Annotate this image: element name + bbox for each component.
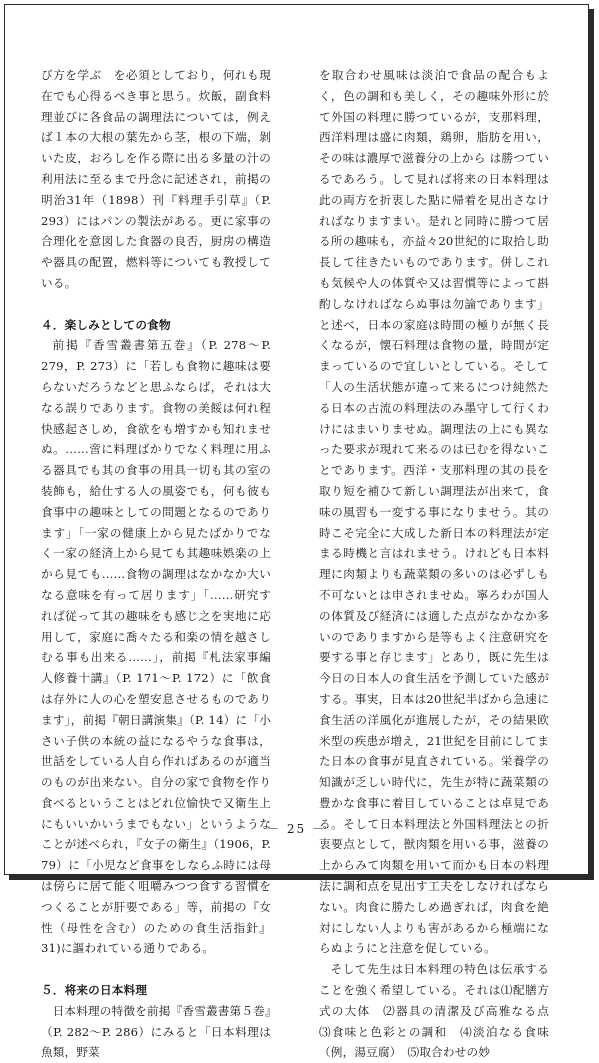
- right-column: [319, 65, 561, 1063]
- paragraph-intro: び方を学ぶ を必須としており，何れも現在でも心得るべき事と思う。炊飯，副食料理並びに各食品の調理法については，例えば１本の大根の葉先から茎，根の下端，剝いた皮，おろしを作る際に出る多量の汁の利用法に至るまで丹念に記述され，前掲の明治31年（1898）刊『料理手引草』（P. 293）にはパンの製法がある。更に家事の合理化を意図した食器の良否，厨房の構造や器具の配置，燃料等についても教授している。: [41, 68, 271, 290]
- page-number: － 25 －: [267, 822, 326, 836]
- paragraph-continued: を取合わせ風味は淡泊で食品の配合もよく，色の調和も美しく，その趣味外形に於て外国の料理に勝つているが，支那料理，西洋料理は盛に肉類，鶏卵，脂肪を用い，その味は濃厚で滋養分の上から は勝つているであろう。して見れば将来の日本料理は此の両方を折衷した點に帰着を見出さなければなりますまい。是れと同時に勝つて居る所の趣味も，亦益々20世紀的に取拾し助長して往きたいものであります。併しこれも気候や人の体質や又は習慣等によって斟酌しなければならぬ事は勿論であります」と述べ，日本の家庭は時間の極りが無く長くなるが，懐石料理は食物の量，時間が定まっているので宜しいとしている。そして「人の生活状態が違って来るにつけ純然たる日本の古流の料理法のみ墨守して行くわけにはまいりませぬ。調理法の上にも異なった要求が現れて来るのは已むを得ないことであります。西洋・支那料理の其の長を取り短を補ひて新しい調理法が出来て，食味の風習も一変する事になりませう。其の時こそ完全に大成した新日本の料理法が定まる時機と言はれませう。けれども日本料理に肉類よりも蔬菜類の多いのは必ずしも不可ないとは申されませぬ。寧ろわが国人の体質及び経済には適した点がなかなか多いのでありますから是等もよく注意研究を要する事と存じます」とあり，既に先生は今日の日本人の食生活を予測していた感がする。事実，日本は20世紀半ばから急速に食生活の洋風化が進展したが，その結果欧米型の疾患が増え，21世紀を目前にしてまた日本の食事が見直されている。栄養学の知識が乏しい時代に，先生が特に蔬菜類の豊かな食事に着目していることは卓見である。そして日本料理法と外国料理法との折衷要点として，獣肉類を用いる事，滋養の上からみて肉類を用いて而かも日本の料理法に調和点を見出す工夫をしなければならない。肉食に勝たしめ過ぎれば，肉食を絶対にしない人よりも害があるから極端にならぬようにと注意を促している。: [319, 68, 549, 956]
- section-4-heading: ４．楽しみとしての食物: [41, 317, 171, 332]
- section-4-body: 前掲『香雪叢書第五巻』（P. 278～P. 279，P. 273）に「若しも食物に趣味は要らないだろうなどと思ふならば，それは大なる誤りであります。食物の美餒は何れ程快感起さしめ，食欲をも増すかも知れませぬ。……啻に料理ばかりでなく料理に用ふる器具でも其の食事の用具一切も其の室の装飾も，給仕する人の風姿でも，何も彼も食事中の趣味としての問題となるのであります」「一家の健康上から見たばかりでなく一家の経済上から見ても其趣味娯楽の上から見ても……食物の調理はなかなか大いなる意味を有って居ります」「……研究すれば従って其の趣味をも感じ之を実地に応用して，家庭に喬々たる和楽の情を越さしむる事も出来る……」，前掲『札法家事編人修養十講』（P. 171～P. 172）に「飲食は存外に人の心を塑安息させるものであります」，前掲『朝日講演集』（P. 14）に「小さい子供の本統の益になるやうな食事は，世話をしている人自ら作ればあるのが適当のものが出来ない。自分の家で食物を作り食べるということはどれ位愉快で又衛生上にもいいかいうまでもない」というようなことが述べられ，『女子の衛生』（1906，P. 79）に「小児など食事をしならふ時には母は傍らに居て能く咀嚼みつつ食する習慣をつくることが肝要である」等，前掲の『女性（母性を含む）のための食生活指針』31)に謳われている通りである。: [41, 338, 271, 956]
- paragraph-tradition: そして先生は日本料理の特色は伝承することを強く希望している。それは⑴配膳方式の大体 ⑵器具の清潔及び高雅なる点 ⑶食味と色彩との調和 ⑷淡泊なる食味（例，湯豆腐） ⑸取合わせの妙: [319, 962, 561, 1060]
- left-column: [41, 65, 271, 1063]
- section-5-heading: ５．将来の日本料理: [41, 983, 148, 998]
- document-page: [4, 4, 589, 1060]
- section-5-body: 日本料理の特徴を前掲『香雪叢書第５巻』（P. 282～P. 286）にみると「日本料理は魚類，野菜: [41, 1003, 271, 1060]
